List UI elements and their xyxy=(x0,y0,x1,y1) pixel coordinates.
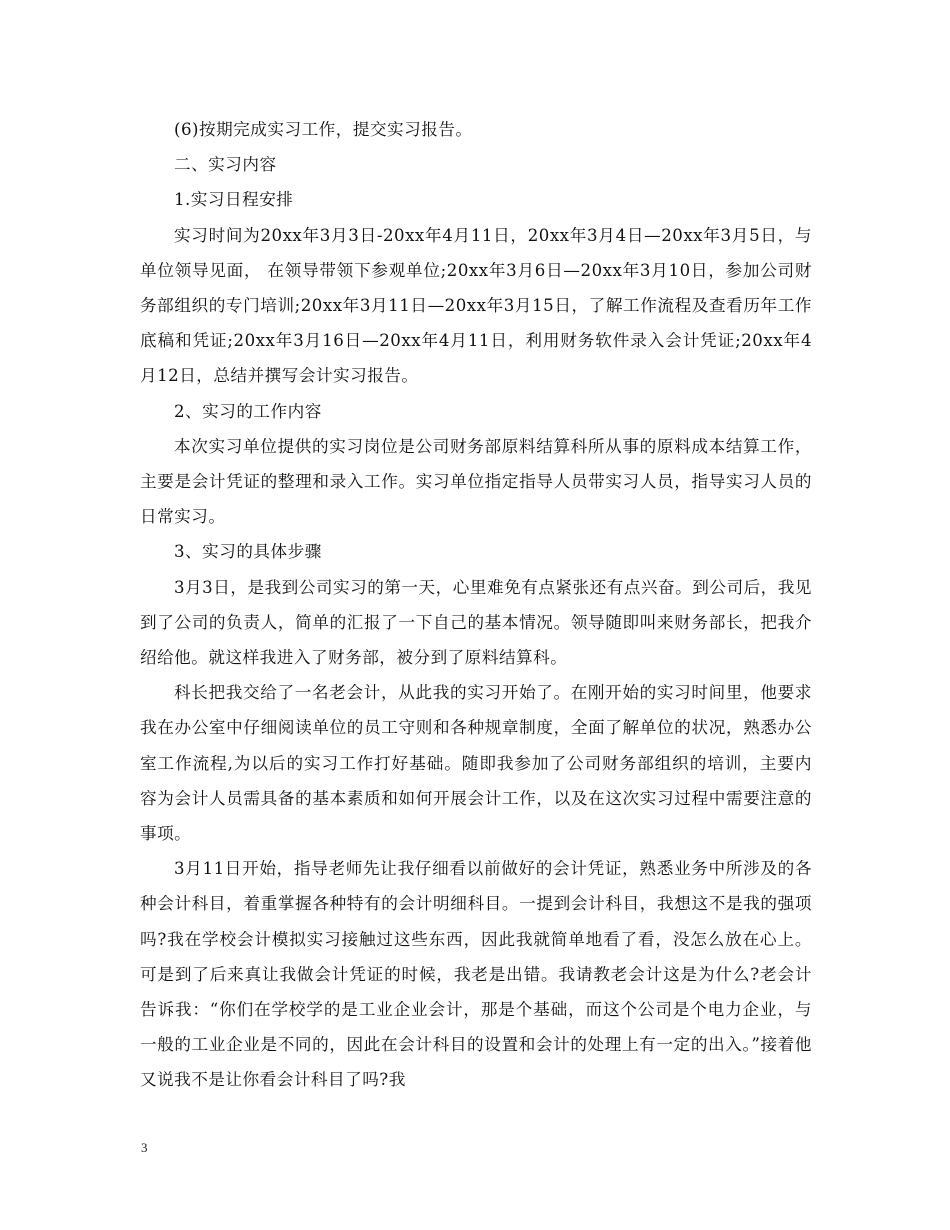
paragraph-requirement-6: (6)按期完成实习工作，提交实习报告。 xyxy=(174,120,473,139)
heading-schedule: 1.实习日程安排 xyxy=(174,190,294,210)
paragraph-training: 科长把我交给了一名老会计，从此我的实习开始了。在刚开始的实习时间里，他要求我在办公室中仔细阅读单位的员工守则和各种规章制度，全面了解单位的状况，熟悉办公室工作流程,为以后的实习工作打好基础。随即我参加了公司财务部组织的培训，主要内容为会计人员需具备的基本素质和如何开展会计工作，以及在这次实习过程中需要注意的事项。 xyxy=(140,683,812,844)
heading-internship-content: 二、实习内容 xyxy=(174,155,277,175)
paragraph-work-content: 本次实习单位提供的实习岗位是公司财务部原料结算科所从事的原料成本结算工作，主要是会计凭证的整理和录入工作。实习单位指定指导人员带实习人员，指导实习人员的日常实习。 xyxy=(140,436,812,527)
paragraph-first-day: 3月3日，是我到公司实习的第一天，心里难免有点紧张还有点兴奋。到公司后，我见到了公司的负责人，简单的汇报了一下自己的基本情况。领导随即叫来财务部长，把我介绍给他。就这样我进入了财务部，被分到了原料结算科。 xyxy=(140,577,812,668)
heading-specific-steps: 3、实习的具体步骤 xyxy=(174,542,322,562)
page-number: 3 xyxy=(141,1140,148,1155)
heading-work-content: 2、实习的工作内容 xyxy=(174,401,322,421)
document-body xyxy=(140,112,812,1098)
paragraph-schedule: 实习时间为20xx年3月3日-20xx年4月11日，20xx年3月4日—20xx年3月5日，与单位领导见面， 在领导带领下参观单位;20xx年3月6日—20xx年3月10日，参加公司财务部组织的专门培训;20xx年3月11日—20xx年3月15日，了解工作流程及查看历年工作底稿和凭证;20xx年3月16日—20xx年4月11日，利用财务软件录入会计凭证;20xx年4月12日，总结并撰写会计实习报告。 xyxy=(140,225,812,386)
paragraph-accounting-subjects: 3月11日开始，指导老师先让我仔细看以前做好的会计凭证，熟悉业务中所涉及的各种会计科目，着重掌握各种特有的会计明细科目。一提到会计科目，我想这不是我的强项吗?我在学校会计模拟实习接触过这些东西，因此我就简单地看了看，没怎么放在心上。可是到了后来真让我做会计凭证的时候，我老是出错。我请教老会计这是为什么?老会计告诉我：“你们在学校学的是工业企业会计，那是个基础，而这个公司是个电力企业，与一般的工业企业是不同的，因此在会计科目的设置和会计的处理上有一定的出入。”接着他又说我不是让你看会计科目了吗?我 xyxy=(140,859,812,1090)
